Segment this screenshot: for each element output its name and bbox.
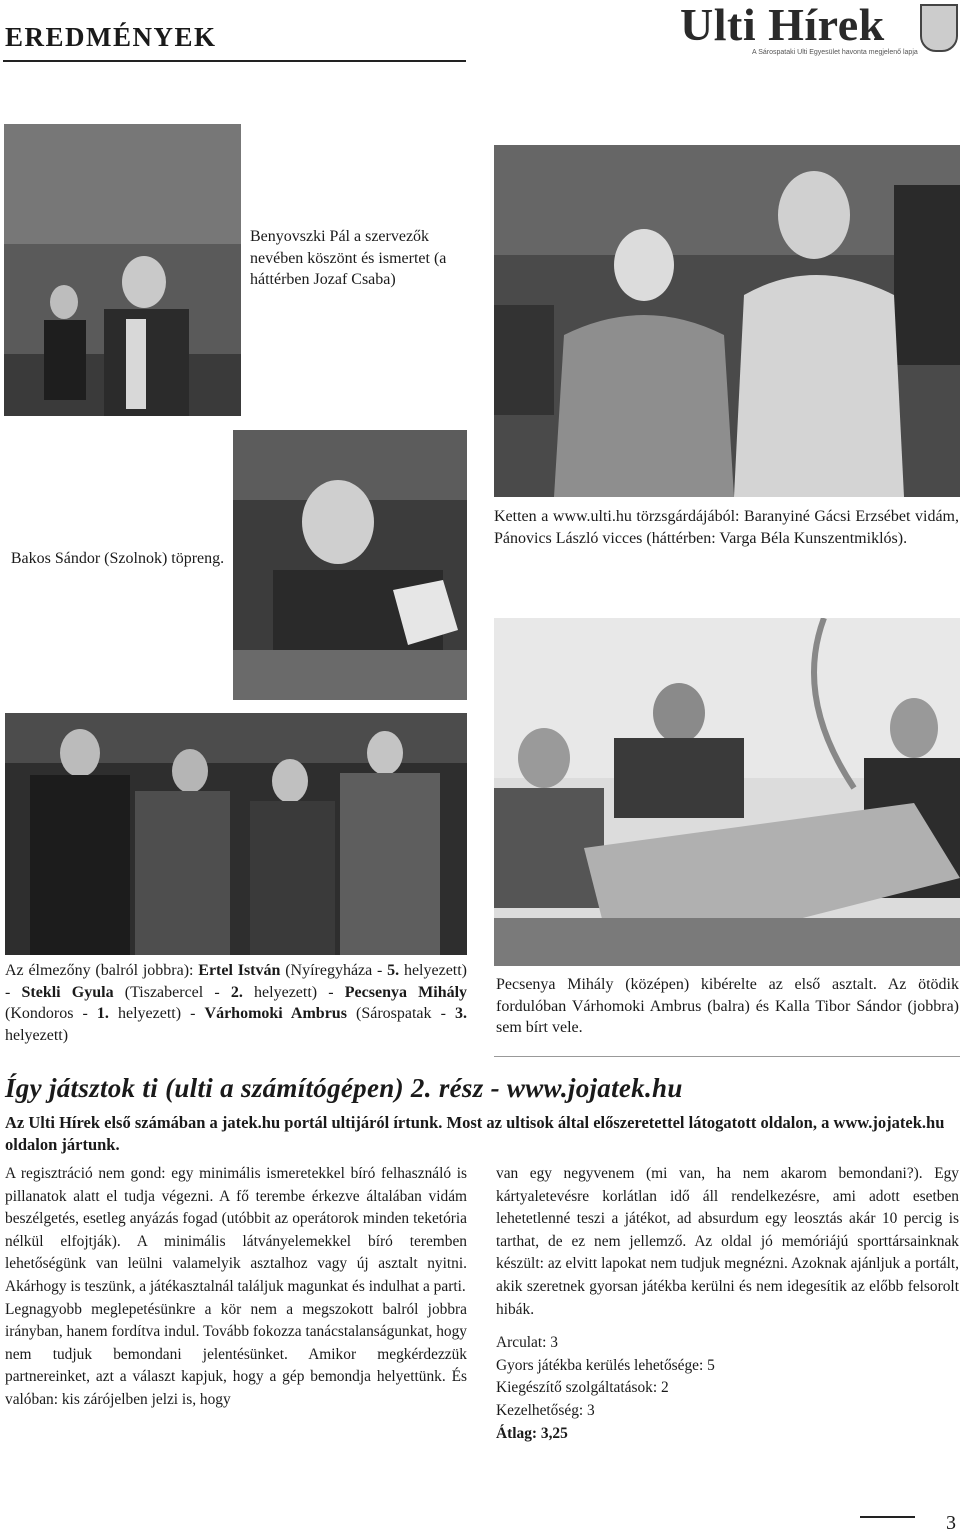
crest-icon [920,4,958,52]
placement: 5. [387,962,400,979]
placement: 2. [230,983,243,1001]
logo-subtitle: A Sárospataki Ulti Egyesület havonta megjelenő lapja [752,49,918,56]
caption-text: (Sárospatak - [346,1005,456,1022]
article-title: Így játsztok ti (ulti a számítógépen) 2. rész - www.jojatek.hu [5,1073,683,1103]
photo-benyovszki [4,124,241,416]
rating-item: Kiegészítő szolgáltatások: 2 [496,1379,669,1397]
rating-item: Kezelhetőség: 3 [496,1401,595,1419]
photo-bakos [233,430,467,700]
section-title: EREDMÉNYEK [5,22,217,52]
rating-item: Arculat: 3 [496,1334,558,1352]
footer-rule [860,1516,915,1518]
article-column-right [496,1163,959,1445]
caption-text: helyezett) [5,1026,69,1044]
header-rule [3,60,466,62]
paragraph: A regisztráció nem gond: egy minimális ismeretekkel bíró felhasználó is pillanatok alatt el tudja végezni. A fő terembe érkezve általában vidám beszélgetés, esetleg anyázás fogad (utóbbit az operátorok minden teketória nélkül elfojtják). A minimális látványelemekkel bíró teremben lehetőségünk van leülni valamelyik asztalhoz vagy új asztalt nyitni. Akárhogy is teszünk, a játékasztalnál találjuk magunkat és indulhat a parti. [5,1165,467,1295]
photo-icon [4,124,241,416]
caption-text: helyezett) - [108,1005,205,1022]
photo-icon [5,713,467,955]
rating-average: Átlag: 3,25 [496,1424,568,1442]
caption-pecsenya: Pecsenya Mihály (középen) kibérelte az első asztalt. Az ötödik fordulóban Várhomoki Ambrus (balra) és Kalla Tibor Sándor (jobbra) sem bírt vele. [496,976,959,1036]
photo-pecsenya [494,618,960,966]
article-divider [494,1056,960,1057]
logo-text: Ulti Hírek [680,0,885,50]
player-name: Ertel István [198,962,281,979]
placement: 1. [96,1005,109,1022]
article-lead: Az Ulti Hírek első számában a jatek.hu portál ultijáról írtunk. Most az ultisok által előszeretettel látogatott oldalon, a www.jojatek.hu oldalon jártunk. [5,1113,945,1154]
player-name: Pecsenya Mihály [344,983,468,1001]
caption-benyovszki: Benyovszki Pál a szervezők nevében köszönt és ismertet (a háttérben Jozaf Csaba) [250,228,447,288]
photo-elmezony [5,713,467,955]
rating-list [496,1332,959,1445]
photo-icon [233,430,467,700]
paragraph: van egy negyvenem (mi van, ha nem akarom bemondani?). Egy kártyaletevésre korlátlan idő áll rendelkezésre, ami adott esetben lehetetlenné teszi a játékot, ad absurdum egy leosztás akár 10 percig is tarthat, de ez nem jellemző. Az oldal jó memóriájú sporttársainknak készült: az elvitt lapokat nem tudjuk megnézni. Azoknak ajánljuk a portált, akik szeretnek gyorsan játékba kerülni és nem idegesítik az előbb felsorolt hibák. [496,1165,959,1318]
ulti-hirek-logo [672,2,960,64]
rating-item: Gyors játékba kerülés lehetősége: 5 [496,1356,715,1374]
caption-text: Az élmezőny (balról jobbra): [5,962,199,979]
paragraph: Legnagyobb meglepetésünkre a kör nem a megszokott balról jobbra irányban, hanem fordítva indul. Tovább fokozza tanácstalanságunkat, hogy nem tudjuk bemondani jelentésünket. Amikor megkérdezzük partnereinket, azt a választ kapjuk, hogy a gép bemondja helyettünk. És valóban: kis zárójelben jelzi is, hogy [5,1300,467,1408]
photo-ketten [494,145,960,497]
article-column-left [5,1163,467,1412]
caption-text: (Nyíregyháza - [280,962,388,979]
caption-bakos: Bakos Sándor (Szolnok) töpreng. [10,550,225,567]
caption-text: helyezett) - [242,983,345,1001]
photo-icon [494,145,960,497]
caption-ketten: Ketten a www.ulti.hu törzsgárdájából: Baranyiné Gácsi Erzsébet vidám, Pánovics László vicces (háttérben: Varga Béla Kunszentmiklós). [494,508,959,547]
placement: 3. [455,1005,468,1022]
caption-text: (Kondoros - [5,1005,97,1022]
caption-text: helyezett) - [5,962,468,1001]
player-name: Várhomoki Ambrus [204,1005,347,1022]
player-name: Stekli Gyula [21,983,114,1001]
caption-elmezony [5,960,467,1046]
caption-text: (Tiszabercel - [113,983,231,1001]
page-number: 3 [946,1512,956,1534]
photo-icon [494,618,960,966]
